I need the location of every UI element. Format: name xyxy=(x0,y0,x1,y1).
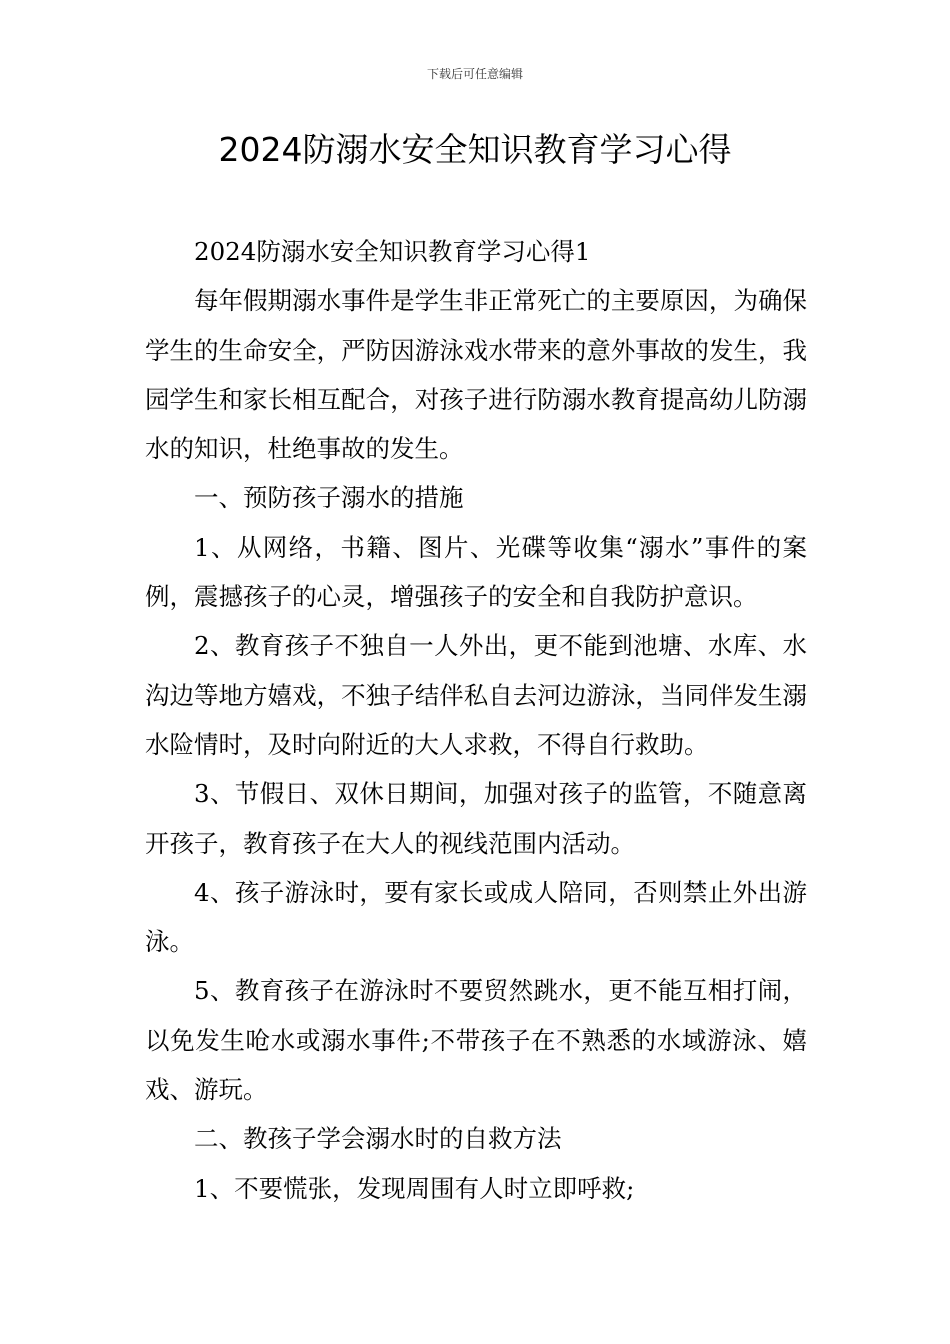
paragraph-item-3: 3、节假日、双休日期间，加强对孩子的监管，不随意离开孩子，教育孩子在大人的视线范围内活动。 xyxy=(145,779,807,858)
paragraph-item-2: 2、教育孩子不独自一人外出，更不能到池塘、水库、水沟边等地方嬉戏，不独子结伴私自去河边游泳，当同伴发生溺水险情时，及时向附近的大人求救，不得自行救助。 xyxy=(145,631,807,759)
document-title: 2024防溺水安全知识教育学习心得 xyxy=(218,130,732,169)
paragraph-rescue-item-1: 1、不要慌张，发现周围有人时立即呼救; xyxy=(194,1173,635,1203)
section-heading-self-rescue: 二、教孩子学会溺水时的自救方法 xyxy=(194,1124,562,1154)
section-heading-prevention: 一、预防孩子溺水的措施 xyxy=(194,483,464,513)
document-body xyxy=(145,227,807,1213)
paragraph-item-4: 4、孩子游泳时，要有家长或成人陪同，否则禁止外出游泳。 xyxy=(145,877,807,957)
paragraph-subtitle: 2024防溺水安全知识教育学习心得1 xyxy=(194,237,591,266)
header-note: 下载后可任意编辑 xyxy=(426,67,523,81)
paragraph-item-5: 5、教育孩子在游泳时不要贸然跳水，更不能互相打闹，以免发生呛水或溺水事件;不带孩子在不熟悉的水域游泳、嬉戏、游玩。 xyxy=(145,976,807,1105)
paragraph-item-1: 1、从网络，书籍、图片、光碟等收集“溺水”事件的案例，震撼孩子的心灵，增强孩子的安全和自我防护意识。 xyxy=(145,532,807,612)
paragraph-intro: 每年假期溺水事件是学生非正常死亡的主要原因，为确保学生的生命安全，严防因游泳戏水带来的意外事故的发生，我园学生和家长相互配合，对孩子进行防溺水教育提高幼儿防溺水的知识，杜绝事故的发生。 xyxy=(145,286,807,464)
